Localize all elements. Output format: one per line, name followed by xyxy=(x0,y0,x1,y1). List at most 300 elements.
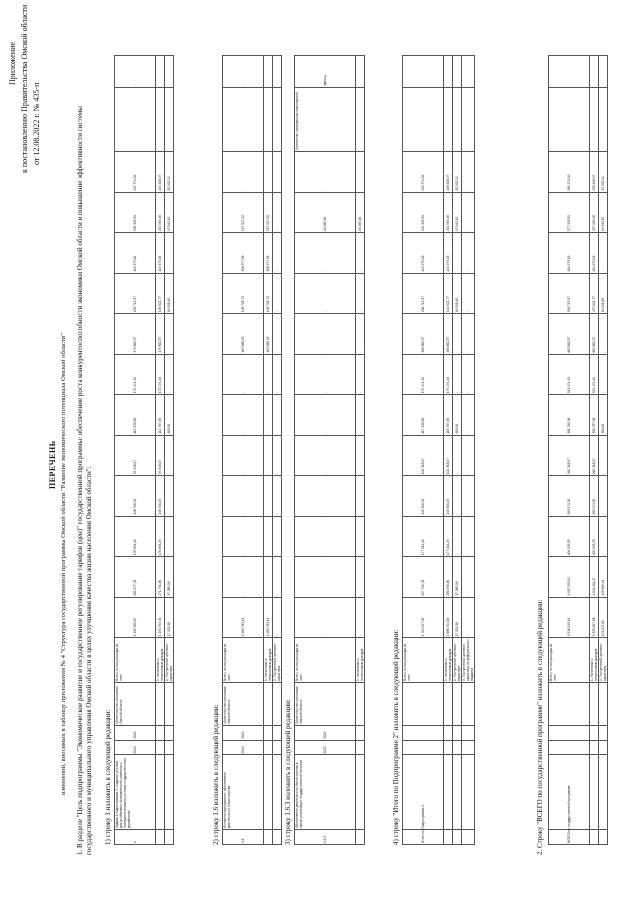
table-cell xyxy=(273,152,282,193)
table-cell: - xyxy=(223,88,264,152)
table-cell xyxy=(156,740,165,755)
table-cell: 146 726,73 xyxy=(264,273,273,314)
table-cell xyxy=(403,56,444,88)
table-cell: - xyxy=(462,476,475,517)
table-cell: Всего, из них расходы за счет: xyxy=(295,638,356,683)
table-cell: - xyxy=(295,354,356,395)
table-cell: - xyxy=(264,516,273,557)
table-cell xyxy=(165,682,174,725)
table-cell: - xyxy=(295,273,356,314)
table-cell: - xyxy=(165,314,174,355)
table-cell: 64 091,60 xyxy=(453,273,462,314)
table-cell: 1.6 xyxy=(223,830,264,845)
table-cell xyxy=(590,88,599,152)
table-cell xyxy=(590,755,599,830)
table-cell xyxy=(165,830,174,845)
table-cell xyxy=(356,725,365,740)
table-cell xyxy=(264,755,273,830)
table-cell: 1. Налоговых и неналоговых доходов xyxy=(444,638,453,683)
table-cell: 480 800,57 xyxy=(403,314,444,355)
table-cell: Всего, из них расходы за счет: xyxy=(115,638,156,683)
table-cell: 409 905,35 xyxy=(549,516,590,557)
table-cell: 3. Поступлений целевого характера из федерального бюджета xyxy=(462,639,474,681)
table-cell: 380 767,36 xyxy=(590,395,599,436)
table-cell: 1 252 305,67 xyxy=(115,597,156,638)
table-cell: - xyxy=(462,395,475,436)
table-cell: - xyxy=(462,354,475,395)
table-cell: 99 318,07 xyxy=(115,435,156,476)
table-cell: - xyxy=(356,395,365,436)
resolution-reference: к постановлению Правительства Омской области xyxy=(20,4,29,173)
table-cell: - xyxy=(273,395,282,436)
table-cell xyxy=(356,88,365,152)
table-cell: 102 318,07 xyxy=(403,435,444,476)
table-cell: - xyxy=(356,233,365,274)
table-cell: 145 682,44 xyxy=(599,557,608,598)
table-cell: Всего, из них расходы за счет: xyxy=(223,638,264,683)
table-cell: 257 963,16 xyxy=(590,192,599,233)
table-cell: - xyxy=(273,435,282,476)
table-cell: - xyxy=(356,476,365,517)
table-cell: 127 527,92 xyxy=(264,192,273,233)
table-cell xyxy=(462,88,475,152)
item-1-caption: 1) строку 1 изложить в следующей редакции: xyxy=(104,709,112,845)
table-cell: 1. Налоговых и неналоговых доходов xyxy=(156,638,165,683)
table-cell: - xyxy=(165,354,174,395)
table-cell xyxy=(165,755,174,830)
table-cell: - xyxy=(273,192,282,233)
table-cell: 163 386,03 xyxy=(264,314,273,355)
table-cell: Министерство экономики Омской области xyxy=(295,682,356,725)
document-subtitle: изменений, вносимых в таблицу приложения № 4 "Структура государственной программы Омской области "Развитие экономического потенциала Омской области" xyxy=(60,333,67,795)
table-cell: 1 xyxy=(115,830,156,845)
table-cell xyxy=(156,56,165,88)
table-cell: - xyxy=(264,476,273,517)
table-cell xyxy=(156,682,165,725)
table-cell xyxy=(444,682,453,725)
table-cell xyxy=(403,88,444,152)
table-cell: 179 474,40 xyxy=(444,354,453,395)
table-cell: - xyxy=(295,395,356,436)
table-row xyxy=(444,56,453,845)
table-cell: - xyxy=(273,233,282,274)
table-cell: ВСЕГО по государственной программе xyxy=(549,830,590,845)
table-cell: - xyxy=(115,56,156,88)
table-cell: 1. Налоговых и неналоговых доходов xyxy=(356,638,365,683)
table-cell: - xyxy=(356,354,365,395)
table-cell: 158 377,56 xyxy=(264,233,273,274)
table-cell: 862 800,57 xyxy=(590,314,599,355)
table-row xyxy=(264,56,273,845)
table-cell xyxy=(403,740,444,755)
table-cell xyxy=(403,682,444,725)
table-cell: 16 285,46 xyxy=(356,192,365,233)
table-cell: 277 303,31 xyxy=(549,192,590,233)
table-cell: Обеспечение деятельности Министерства в сфере реализации государственной политики xyxy=(295,755,356,830)
table-cell xyxy=(156,725,165,740)
table-cell: - xyxy=(165,476,174,517)
table-subprogram-total xyxy=(402,55,475,845)
table-cell: - xyxy=(273,557,282,598)
item-4-caption: 4) строку "Итого по Подпрограмме 2" изложить в следующей редакции: xyxy=(392,629,400,845)
table-cell: - xyxy=(356,273,365,314)
table-cell: 2022 xyxy=(295,740,356,755)
table-cell: 297 742,76 xyxy=(403,557,444,598)
table-cell xyxy=(453,755,462,830)
table-cell: 480 800,57 xyxy=(444,314,453,355)
table-cell xyxy=(273,830,282,845)
table-cell: 1 704 257,05 xyxy=(403,597,444,638)
table-cell: 124 975,16 xyxy=(403,233,444,274)
table-cell xyxy=(264,740,273,755)
table-cell: 1 041 411,47 xyxy=(590,557,599,598)
table-cell xyxy=(599,740,608,755)
table-cell: 117 230,36 xyxy=(403,395,444,436)
table-cell: 124 975,16 xyxy=(444,233,453,274)
table-row xyxy=(403,56,444,845)
table-cell: - xyxy=(453,476,462,517)
table-cell: - xyxy=(295,516,356,557)
table-cell: 1. Налоговых и неналоговых доходов xyxy=(264,638,273,683)
table-cell: Министерство экономики Омской области xyxy=(115,682,156,725)
table-cell: - xyxy=(599,354,608,395)
table-cell xyxy=(444,755,453,830)
table-cell: - xyxy=(295,435,356,476)
table-cell xyxy=(590,56,599,88)
table-cell: Итого по Подпрограмме 2 xyxy=(403,830,444,845)
table-cell: - xyxy=(223,152,264,193)
table-cell: - xyxy=(273,476,282,517)
table-cell xyxy=(273,755,282,830)
table-cell: - xyxy=(453,354,462,395)
table-cell: 102 318,07 xyxy=(444,435,453,476)
table-cell: 17 385,96 xyxy=(453,557,462,598)
table-cell: Всего, из них расходы за счет: xyxy=(403,638,444,683)
table-cell: 463,00 xyxy=(453,395,462,436)
table-cell: - xyxy=(356,516,365,557)
table-cell: 149 306,49 xyxy=(403,476,444,517)
table-row xyxy=(453,56,462,845)
table-cell xyxy=(165,56,174,88)
table-cell: 119 975,16 xyxy=(156,233,165,274)
table-cell: - xyxy=(599,516,608,557)
table-cell: 19 340,15 xyxy=(165,192,174,233)
table-cell: 2. Поступлений целевого характера xyxy=(453,638,462,683)
table-cell xyxy=(273,725,282,740)
intro-paragraph: 1. В разделе "Цель подпрограммы "Экономическое развитие и государственное регулирование тарифов (цен)" государственной программы: обеспечение роста конкурентоспособности экономики Омской области и повышение эффективности системы государственного и муниципального управления Омской области в целях улучшения качества жизни населения Омской области": xyxy=(76,106,93,855)
table-cell xyxy=(599,88,608,152)
table-cell xyxy=(273,682,282,725)
table-cell: - xyxy=(295,597,356,638)
table-cell: - xyxy=(295,557,356,598)
table-cell: - xyxy=(462,557,475,598)
table-cell: - xyxy=(599,233,608,274)
table-row-1-6-3 xyxy=(294,55,365,845)
table-cell: - xyxy=(462,273,475,314)
table-row xyxy=(590,56,599,845)
table-cell xyxy=(356,830,365,845)
table-cell xyxy=(165,88,174,152)
table-cell xyxy=(356,56,365,88)
table-cell: - xyxy=(165,233,174,274)
table-cell: - xyxy=(223,56,264,88)
table-cell: 191 107,81 xyxy=(599,597,608,638)
table-cell xyxy=(156,88,165,152)
table-cell: 561 713,37 xyxy=(549,273,590,314)
table-cell: - xyxy=(356,314,365,355)
table-cell: 2024 xyxy=(223,725,264,740)
table-cell: - xyxy=(115,88,156,152)
table-cell xyxy=(590,682,599,725)
table-cell xyxy=(356,740,365,755)
table-cell: 235 648,97 xyxy=(590,152,599,193)
table-cell: Количество проведенных мероприятий xyxy=(295,88,356,152)
table-cell xyxy=(590,725,599,740)
table-cell: 244 303,31 xyxy=(403,192,444,233)
table-cell: 280 356,80 xyxy=(444,557,453,598)
table-cell: 64 091,60 xyxy=(599,273,608,314)
table-cell xyxy=(462,56,475,88)
table-cell: 862 800,57 xyxy=(549,314,590,355)
table-cell: 2. Поступлений целевого характера xyxy=(273,638,282,683)
table-cell: 191 648,97 xyxy=(156,152,165,193)
table-cell: - xyxy=(264,395,273,436)
table-cell: - xyxy=(295,314,356,355)
table-cell xyxy=(264,830,273,845)
table-cell: 2014 xyxy=(223,740,264,755)
table-cell: 261 574,09 xyxy=(549,152,590,193)
table-cell: - xyxy=(223,557,264,598)
table-cell xyxy=(165,740,174,755)
table-cell: 1.6.3 xyxy=(295,830,356,845)
table-cell xyxy=(264,88,273,152)
table-cell xyxy=(356,152,365,193)
table-cell: 463,00 xyxy=(165,395,174,436)
table-cell: 543 474,40 xyxy=(590,354,599,395)
table-cell: 543 474,40 xyxy=(549,354,590,395)
table-cell: - xyxy=(453,314,462,355)
document-title: ПЕРЕЧЕНЬ xyxy=(48,440,57,489)
table-cell: 224 963,16 xyxy=(444,192,453,233)
table-cell xyxy=(444,725,453,740)
table-row xyxy=(223,56,264,845)
table-cell: 262 318,07 xyxy=(590,435,599,476)
table-row xyxy=(295,56,356,845)
table-cell: 271 791,80 xyxy=(156,557,165,598)
table-cell: - xyxy=(264,435,273,476)
table-cell: - xyxy=(462,516,475,557)
table-cell xyxy=(462,740,475,755)
item-3-caption: 3) строку 1.6.3 изложить в следующей редакции: xyxy=(284,699,292,845)
table-cell: Министерство экономики Омской области xyxy=(223,682,264,725)
table-cell: 1 187 093,91 xyxy=(549,557,590,598)
table-cell xyxy=(453,88,462,152)
table-cell: - xyxy=(356,435,365,476)
table-cell xyxy=(549,56,590,88)
table-cell xyxy=(444,830,453,845)
table-cell xyxy=(156,830,165,845)
table-cell: 2024 xyxy=(115,725,156,740)
table-cell: 283 474,30 xyxy=(549,476,590,517)
table-cell: 64 091,60 xyxy=(165,273,174,314)
table-cell: 25 925,12 xyxy=(165,152,174,193)
table-cell: 2. Поступлений целевого характера xyxy=(165,638,174,683)
table-cell: 176 634,49 xyxy=(156,516,165,557)
table-cell: - xyxy=(273,516,282,557)
table-cell: - xyxy=(295,476,356,517)
table-cell: 116 767,36 xyxy=(444,395,453,436)
table-row xyxy=(165,56,174,845)
table-cell: 497 621,77 xyxy=(590,273,599,314)
table-cell xyxy=(599,755,608,830)
table-cell: 17 552,36 xyxy=(165,597,174,638)
table-cell: - xyxy=(462,435,475,476)
table-cell xyxy=(599,56,608,88)
table-cell: 113 230,36 xyxy=(115,395,156,436)
table-cell: 172 474,40 xyxy=(115,354,156,395)
table-cell: Задача 1 подпрограммы 2: создание условий для устойчивого экономического развития и совершенствования системы государственного управления xyxy=(115,755,156,830)
table-cell xyxy=(156,755,165,830)
table-cell: - xyxy=(453,435,462,476)
table-cell: - xyxy=(295,152,356,193)
table-cell: - xyxy=(223,354,264,395)
table-cell: - xyxy=(453,233,462,274)
table-cell: 239 303,31 xyxy=(115,192,156,233)
table-cell: 172 474,40 xyxy=(156,354,165,395)
table-row xyxy=(549,56,590,845)
table-cell xyxy=(549,88,590,152)
table-cell xyxy=(599,830,608,845)
table-cell: 119 975,16 xyxy=(115,233,156,274)
table-cell: - xyxy=(599,476,608,517)
table-cell: 464 975,16 xyxy=(549,233,590,274)
table-cell: 475 800,57 xyxy=(156,314,165,355)
table-cell: - xyxy=(356,557,365,598)
table-row-1-6 xyxy=(222,55,282,845)
table-cell: - xyxy=(462,233,475,274)
table-cell xyxy=(453,56,462,88)
table-cell: 1. Налоговых и неналоговых доходов xyxy=(590,638,599,683)
table-cell xyxy=(273,740,282,755)
table-row xyxy=(462,56,475,845)
table-cell: 139 621,77 xyxy=(156,273,165,314)
table-cell: 16 285,46 xyxy=(295,192,356,233)
table-cell: 99 318,07 xyxy=(156,435,165,476)
table-cell: 177 014,49 xyxy=(403,516,444,557)
table-cell: 1 060 783,11 xyxy=(264,597,273,638)
table-cell: 1 234 753,31 xyxy=(156,597,165,638)
table-cell xyxy=(403,725,444,740)
table-cell xyxy=(462,830,475,845)
table-row-1 xyxy=(114,55,174,845)
table-cell: 179 474,40 xyxy=(403,354,444,395)
table-cell: 463,00 xyxy=(599,395,608,436)
table-cell xyxy=(453,740,462,755)
table-cell: 127 527,92 xyxy=(223,192,264,233)
table-cell xyxy=(264,725,273,740)
table-cell: 464 975,16 xyxy=(590,233,599,274)
table-cell xyxy=(549,682,590,725)
table-cell xyxy=(453,682,462,725)
table-cell: 5 516 115,19 xyxy=(549,597,590,638)
table-cell: 2. Поступлений целевого характера xyxy=(599,638,608,683)
table-cell: - xyxy=(165,435,174,476)
table-cell xyxy=(273,56,282,88)
table-cell: - xyxy=(356,597,365,638)
table-cell xyxy=(590,740,599,755)
table-cell: 475 800,57 xyxy=(115,314,156,355)
table-cell: 163 386,03 xyxy=(223,314,264,355)
table-cell: - xyxy=(599,435,608,476)
table-cell xyxy=(599,725,608,740)
table-cell xyxy=(356,682,365,725)
table-cell: 196 648,97 xyxy=(444,152,453,193)
table-cell xyxy=(444,740,453,755)
table-row xyxy=(273,56,282,845)
table-cell: 203 713,37 xyxy=(115,273,156,314)
table-cell: - xyxy=(223,476,264,517)
table-cell xyxy=(549,725,590,740)
table-cell: - xyxy=(453,516,462,557)
table-cell xyxy=(444,56,453,88)
table-cell: - xyxy=(599,314,608,355)
table-cell xyxy=(264,152,273,193)
table-cell: - xyxy=(264,557,273,598)
table-cell: - xyxy=(462,314,475,355)
table-cell: 222 574,09 xyxy=(403,152,444,193)
table-cell: - xyxy=(223,435,264,476)
table-cell xyxy=(273,88,282,152)
table-cell xyxy=(444,88,453,152)
table-cell xyxy=(462,725,475,740)
table-cell: 148 706,49 xyxy=(115,476,156,517)
table-cell: - xyxy=(273,597,282,638)
table-cell: 158 377,56 xyxy=(223,233,264,274)
table-cell: 2014 xyxy=(115,740,156,755)
table-cell: - xyxy=(223,395,264,436)
table-cell xyxy=(264,682,273,725)
table-program-total xyxy=(548,55,608,845)
table-cell: - xyxy=(462,192,475,233)
item-5-caption: 2. Строку "ВСЕГО по государственной программе" изложить в следующей редакции: xyxy=(536,599,544,855)
table-cell: - xyxy=(273,314,282,355)
table-cell xyxy=(356,755,365,830)
table-cell: 144 621,77 xyxy=(444,273,453,314)
table-cell: - xyxy=(273,273,282,314)
item-2-caption: 2) строку 1.6 изложить в следующей редакции: xyxy=(212,704,220,845)
table-cell xyxy=(165,725,174,740)
table-cell: 262 318,07 xyxy=(549,435,590,476)
table-cell: - xyxy=(295,233,356,274)
table-cell: 146 726,73 xyxy=(223,273,264,314)
table-row xyxy=(356,56,365,845)
table-cell: 5 325 007,38 xyxy=(590,597,599,638)
table-cell: 25 925,12 xyxy=(453,152,462,193)
table-cell xyxy=(462,755,475,830)
table-cell: - xyxy=(223,516,264,557)
table-cell: 289 177,76 xyxy=(115,557,156,598)
table-row xyxy=(156,56,165,845)
table-cell xyxy=(599,682,608,725)
table-cell xyxy=(590,830,599,845)
table-cell: - xyxy=(273,354,282,395)
table-cell: 208 713,37 xyxy=(403,273,444,314)
table-cell: 283 474,30 xyxy=(590,476,599,517)
table-row xyxy=(115,56,156,845)
table-cell: Основное мероприятие: обеспечение деятельности Министерства xyxy=(223,755,264,830)
table-cell: - xyxy=(165,516,174,557)
table-cell: 219 963,16 xyxy=(156,192,165,233)
